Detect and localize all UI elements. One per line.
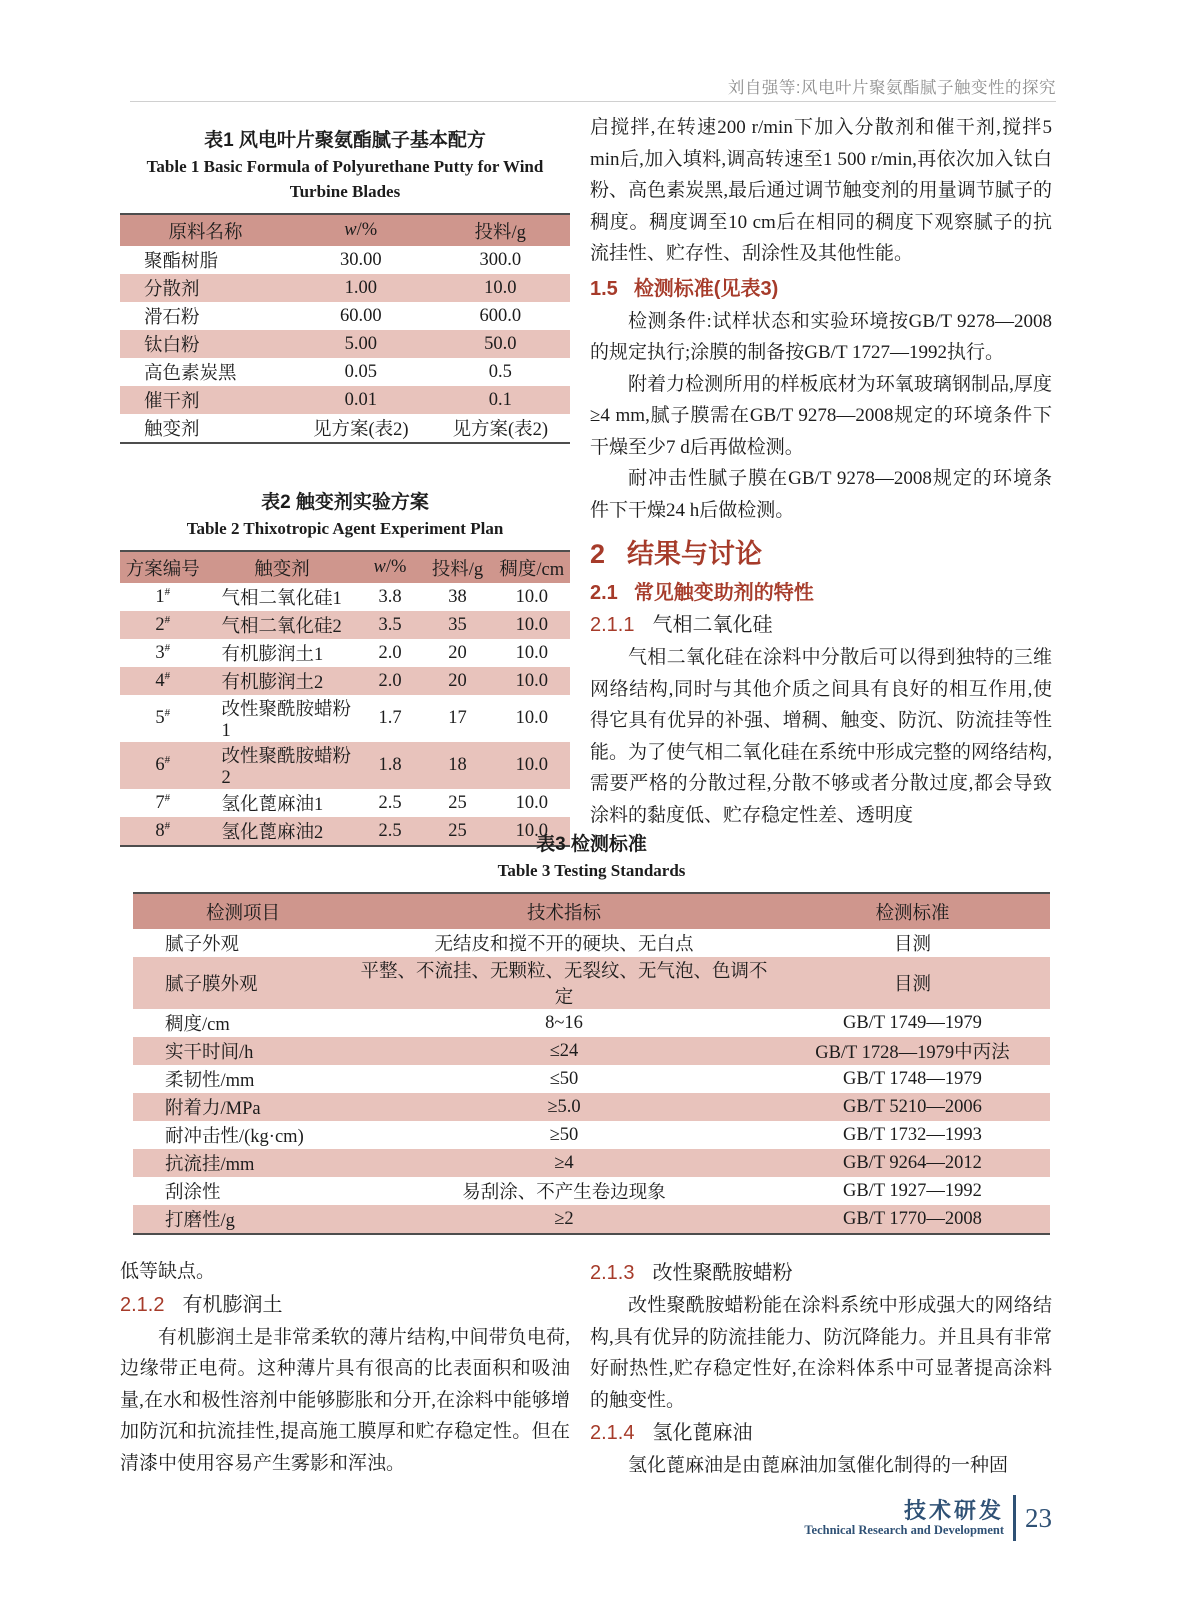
paragraph: 耐冲击性腻子膜在GB/T 9278—2008规定的环境条件下干燥24 h后做检测。 <box>590 468 1052 521</box>
paragraph: 检测条件:试样状态和实验环境按GB/T 9278—2008的规定执行;涂膜的制备按GB/T 1727—1992执行。 <box>590 310 1052 363</box>
table-cell: 柔韧性/mm <box>165 1071 255 1091</box>
table-cell: 30.00 <box>339 249 382 270</box>
table1-title-cn: 表1 风电叶片聚氨酯腻子基本配方 <box>204 130 486 151</box>
paragraph: 改性聚酰胺蜡粉能在涂料系统中形成强大的网络结构,具有优异的防流挂能力、防沉降能力。并且具有非常好耐热性,贮存稳定性好,在涂料体系中可显著提高涂料的触变性。 <box>590 1295 1052 1411</box>
column-header: w/% <box>291 214 431 246</box>
table-cell: 35 <box>422 611 494 639</box>
table-cell: 改性聚酰胺蜡粉2 <box>206 742 359 789</box>
table-cell: 0.1 <box>431 386 571 414</box>
table-cell: GB/T 1749—1979 <box>842 1012 982 1033</box>
column-header: 方案编号 <box>120 551 206 583</box>
table-cell: 1.7 <box>378 708 402 728</box>
table-cell: 目测 <box>775 957 1050 1009</box>
section-heading-2-1 <box>590 578 1052 608</box>
table-row <box>120 695 570 742</box>
table-cell: 分散剂 <box>120 274 291 302</box>
table-cell: 10.0 <box>431 274 571 302</box>
column-header: w/% <box>359 551 422 583</box>
table-cell: 8# <box>120 817 206 846</box>
table-cell: 改性聚酰胺蜡粉1 <box>221 700 352 741</box>
column-header: 检测标准 <box>775 893 1050 929</box>
page-footer <box>804 1495 1052 1541</box>
table-row <box>120 583 570 611</box>
table-cell: 高色素炭黑 <box>144 364 237 384</box>
table2-header-row <box>120 551 570 583</box>
table-cell: 10.0 <box>515 792 548 813</box>
running-header: 刘自强等:风电叶片聚氨酯腻子触变性的探究 <box>727 79 1056 97</box>
table-row <box>120 358 570 386</box>
paragraph: 有机膨润土是非常柔软的薄片结构,中间带负电荷,边缘带正电荷。这种薄片具有很高的比表面积和吸油量,在水和极性溶剂中能够膨胀和分开,在涂料中能够增加防沉和抗流挂性,提高施工膜厚和贮存稳定性。但在清漆中使用容易产生雾影和浑浊。 <box>120 1326 570 1474</box>
table-cell: 易刮涂、不产生卷边现象 <box>462 1183 666 1203</box>
section-number: 1.5 <box>590 277 618 300</box>
table3-title-cn: 表3 检测标准 <box>536 834 647 855</box>
section-heading-2 <box>590 534 1052 574</box>
table-cell: 4# <box>120 667 206 695</box>
table-cell: 1# <box>155 585 171 608</box>
table2-title-cn: 表2 触变剂实验方案 <box>261 492 429 513</box>
table-cell: 25 <box>422 817 494 846</box>
table-row <box>120 330 570 358</box>
table1-title-en-line2: Turbine Blades <box>289 182 401 201</box>
table-cell: 触变剂 <box>144 420 200 440</box>
table-row <box>120 386 570 414</box>
bottom-right-column <box>590 1256 1052 1482</box>
table3 <box>133 892 1050 1235</box>
table-row <box>133 1149 1050 1177</box>
table-cell: 氢化蓖麻油1 <box>221 795 324 815</box>
paragraph: 附着力检测所用的样板底材为环氧玻璃钢制品,厚度≥4 mm,腻子膜需在GB/T 9278—2008规定的环境条件下干燥至少7 d后再做检测。 <box>590 373 1052 458</box>
table-cell: 3.5 <box>359 611 422 639</box>
table-cell: 5.00 <box>291 330 431 358</box>
table-cell: ≤50 <box>549 1068 579 1089</box>
column-header: 稠度/cm <box>494 551 571 583</box>
footer-label <box>804 1498 1004 1538</box>
table-cell: 10.0 <box>494 817 571 846</box>
column-header: 触变剂 <box>206 551 359 583</box>
table-row <box>120 414 570 443</box>
section-title: 改性聚酰胺蜡粉 <box>652 1262 793 1284</box>
table-cell: 2# <box>120 611 206 639</box>
table1-header-row <box>120 214 570 246</box>
table-cell: 见方案(表2) <box>312 420 409 440</box>
section-heading-2-1-4 <box>590 1418 1052 1448</box>
table-cell: 3.8 <box>378 586 402 607</box>
table-cell: 打磨性/g <box>133 1205 353 1234</box>
table-cell: 1.8 <box>359 742 422 789</box>
table2-title-en: Table 2 Thixotropic Agent Experiment Plan <box>186 519 504 538</box>
section-number: 2 <box>590 539 606 569</box>
table-row <box>133 1009 1050 1037</box>
table-cell: 10.0 <box>515 586 548 607</box>
table-cell: 腻子膜外观 <box>133 957 353 1009</box>
table-cell: 3# <box>155 641 171 664</box>
table-cell: 抗流挂/mm <box>133 1149 353 1177</box>
paragraph: 气相二氧化硅在涂料中分散后可以得到独特的三维网络结构,同时与其他介质之间具有良好的相互作用,使得它具有优异的补强、增稠、触变、防沉、防流挂等性能。为了使气相二氧化硅在系统中形成完整的网络结构,需要严格的分散过程,分散不够或者分散过度,都会导致涂料的黏度低、贮存稳定性差、透明度 <box>590 647 1052 826</box>
table-cell: 10.0 <box>494 742 571 789</box>
table-row <box>120 274 570 302</box>
table-cell: 刮涂性 <box>165 1183 221 1203</box>
table-row <box>120 611 570 639</box>
section-number: 2.1 <box>590 582 618 604</box>
table-cell: 聚酯树脂 <box>144 252 219 272</box>
table-cell: 17 <box>448 708 467 728</box>
paragraph: 低等缺点。 <box>120 1261 216 1282</box>
paragraph: 启搅拌,在转速200 r/min下加入分散剂和催干剂,搅拌5 min后,加入填料,调高转速至1 500 r/min,再依次加入钛白粉、高色素炭黑,最后通过调节触变剂的用量调节腻子的稠度。稠度调至10 cm后在相同的稠度下观察腻子的抗流挂性、贮存性、刮涂性及其他性能。 <box>590 117 1052 264</box>
table-row <box>120 789 570 817</box>
table-cell: GB/T 1732—1993 <box>842 1124 982 1145</box>
header-divider <box>130 101 1056 102</box>
table1-title-en-line1: Table 1 Basic Formula of Polyurethane Putty for Wind <box>146 157 544 176</box>
table3-header-row <box>133 893 1050 929</box>
table-cell: 18 <box>422 742 494 789</box>
column-header: 投料/g <box>431 214 571 246</box>
table-cell: 8~16 <box>545 1012 583 1033</box>
table-cell: 2.0 <box>378 642 402 663</box>
table-cell: 钛白粉 <box>120 330 291 358</box>
column-header: 检测项目 <box>133 893 353 929</box>
table-cell: 10.0 <box>494 611 571 639</box>
section-number: 2.1.1 <box>590 614 635 636</box>
section-title: 检测标准(见表3) <box>633 277 779 300</box>
table-row <box>120 742 570 789</box>
table-cell: ≤24 <box>353 1037 775 1065</box>
table-cell: 20 <box>448 642 467 663</box>
page-number: 23 <box>1025 1502 1052 1533</box>
table-cell: 有机膨润土1 <box>221 645 324 665</box>
bottom-left-column <box>120 1256 570 1479</box>
table-cell: 0.01 <box>291 386 431 414</box>
table-cell: GB/T 1927—1992 <box>842 1180 982 1201</box>
table-cell: 气相二氧化硅2 <box>206 611 359 639</box>
section-number: 2.1.4 <box>590 1422 635 1444</box>
table-cell: 300.0 <box>479 249 522 270</box>
table-cell: 耐冲击性/(kg·cm) <box>165 1127 304 1147</box>
table-cell: 1.00 <box>291 274 431 302</box>
section-title: 结果与讨论 <box>627 539 763 569</box>
table-cell: 无结皮和搅不开的硬块、无白点 <box>434 935 694 955</box>
table-cell: 25 <box>448 792 467 813</box>
column-header: 投料/g <box>422 551 494 583</box>
table-cell: 10.0 <box>515 642 548 663</box>
table-cell: ≥4 <box>353 1149 775 1177</box>
table-cell: 10.0 <box>494 667 571 695</box>
table-row <box>133 957 1050 1009</box>
table-cell: 见方案(表2) <box>452 420 549 440</box>
table-cell: 目测 <box>893 935 931 955</box>
table-row <box>133 1177 1050 1205</box>
table-cell: 催干剂 <box>120 386 291 414</box>
footer-label-en: Technical Research and Development <box>804 1523 1004 1537</box>
table-cell: ≥2 <box>353 1205 775 1234</box>
table-cell: 20 <box>422 667 494 695</box>
column-header: 技术指标 <box>353 893 775 929</box>
table-cell: 平整、不流挂、无颗粒、无裂纹、无气泡、色调不定 <box>353 957 775 1009</box>
table-cell: 6# <box>120 742 206 789</box>
table-row <box>120 639 570 667</box>
table-row <box>133 1065 1050 1093</box>
table2 <box>120 550 570 847</box>
table-cell: 10.0 <box>515 708 548 728</box>
table3-section <box>133 832 1050 1235</box>
right-column <box>590 112 1052 831</box>
table-row <box>133 1093 1050 1121</box>
table-cell: GB/T 1770—2008 <box>775 1205 1050 1234</box>
section-heading-2-1-1 <box>590 610 1052 640</box>
table-cell: 气相二氧化硅1 <box>221 589 342 609</box>
table3-title-en: Table 3 Testing Standards <box>497 861 686 880</box>
table-cell: GB/T 9264—2012 <box>775 1149 1050 1177</box>
table-cell: 氢化蓖麻油2 <box>206 817 359 846</box>
table-row <box>120 667 570 695</box>
table-cell: 60.00 <box>339 305 382 326</box>
table1 <box>120 213 570 444</box>
paragraph: 氢化蓖麻油是由蓖麻油加氢催化制得的一种固 <box>628 1455 1009 1476</box>
section-title: 常见触变助剂的特性 <box>633 582 814 604</box>
table-row <box>133 1121 1050 1149</box>
table-cell: 稠度/cm <box>165 1015 230 1035</box>
table-cell: 腻子外观 <box>165 935 240 955</box>
table-cell: GB/T 1748—1979 <box>842 1068 982 1089</box>
table-cell: 有机膨润土2 <box>206 667 359 695</box>
table-cell: 2.5 <box>359 817 422 846</box>
section-title: 气相二氧化硅 <box>652 614 773 636</box>
table-cell: 2.5 <box>378 792 402 813</box>
footer-divider <box>1013 1495 1016 1541</box>
section-heading-2-1-2 <box>120 1290 570 1320</box>
table-cell: 附着力/MPa <box>133 1093 353 1121</box>
table-cell: 50.0 <box>431 330 571 358</box>
table-cell: ≥50 <box>549 1124 579 1145</box>
table-cell: 38 <box>448 586 467 607</box>
section-title: 氢化蓖麻油 <box>652 1422 753 1444</box>
column-header: 原料名称 <box>120 214 291 246</box>
table-cell: GB/T 1728—1979中丙法 <box>775 1037 1050 1065</box>
table-cell: 滑石粉 <box>144 308 200 328</box>
table-cell: 7# <box>155 791 171 814</box>
section-number: 2.1.2 <box>120 1293 165 1316</box>
table-cell: ≥5.0 <box>353 1093 775 1121</box>
table-cell: 0.5 <box>488 361 512 382</box>
left-column <box>120 128 570 847</box>
section-number: 2.1.3 <box>590 1262 635 1284</box>
table-row <box>133 929 1050 957</box>
table-cell: 实干时间/h <box>133 1037 353 1065</box>
footer-label-cn: 技术研发 <box>903 1498 1004 1523</box>
table-row <box>120 246 570 274</box>
section-heading-2-1-3 <box>590 1258 1052 1288</box>
section-heading-1-5 <box>590 274 1052 304</box>
section-title: 有机膨润土 <box>182 1293 283 1316</box>
table-cell: 0.05 <box>344 361 377 382</box>
table-cell: 600.0 <box>479 305 522 326</box>
table-cell: 5# <box>155 707 171 729</box>
table-row <box>120 302 570 330</box>
table-row <box>133 1205 1050 1234</box>
table-cell: GB/T 5210—2006 <box>775 1093 1050 1121</box>
table-cell: 2.0 <box>359 667 422 695</box>
table-row <box>133 1037 1050 1065</box>
